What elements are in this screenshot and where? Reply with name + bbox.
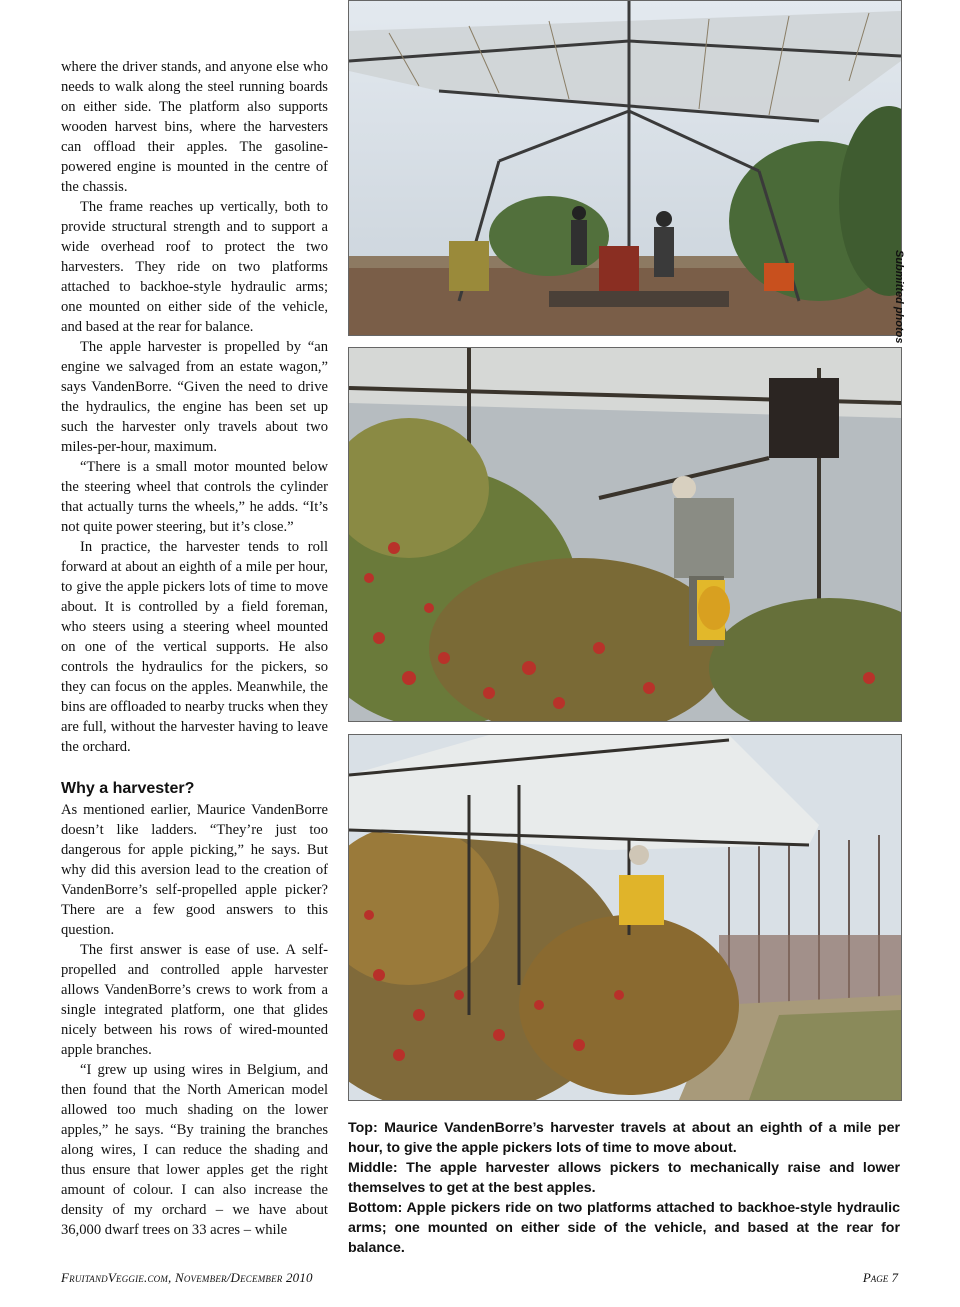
photo-middle-picker: [348, 347, 902, 722]
article-paragraph: The frame reaches up vertically, both to provide structural strength and to support a wide overhead roof to protect the two harvesters. They ride on two platforms attached to backhoe-style hydraulic arms; one mounted on either side of the vehicle, and based at the rear for balance.: [61, 199, 328, 335]
article-paragraph: As mentioned earlier, Maurice VandenBorre doesn’t like ladders. “They’re just too dangerous for apple picking,” he says. But why did this aversion lead to the creation of VandenBorre’s self-propelled apple picker? There are a few good answers to this question.: [61, 802, 328, 938]
footer-publication: FruitandVeggie.com, November/December 2010: [61, 1270, 313, 1285]
caption-bottom: Bottom: Apple pickers ride on two platforms attached to backhoe-style hydraulic arms; one mounted on either side of the vehicle, and based at the rear for balance.: [348, 1200, 900, 1256]
caption-top: Top: Maurice VandenBorre’s harvester travels at about an eighth of a mile per hour, to give the apple pickers lots of time to move about.: [348, 1120, 900, 1156]
section-heading: Why a harvester?: [61, 780, 195, 797]
photo-bottom-orchard: [348, 734, 902, 1101]
article-paragraph: The apple harvester is propelled by “an engine we salvaged from an estate wagon,” says VandenBorre. “Given the need to drive the hydraulics, the engine has been set up such the harvester only travels about two miles-per-hour, maximum.: [61, 339, 328, 455]
page-number: Page 7: [862, 1270, 898, 1285]
article-paragraph: where the driver stands, and anyone else who needs to walk along the steel running boards on either side. The platform also supports wooden harvest bins, where the harvesters can offload their apples. The gasoline-powered engine is mounted in the centre of the chassis.: [61, 59, 328, 195]
article-paragraph: In practice, the harvester tends to roll forward at about an eighth of a mile per hour, to give the apple pickers lots of time to move about. It is controlled by a field foreman, who steers using a steering wheel mounted on one of the vertical supports. He also controls the hydraulics for the pickers, so they can focus on the apples. Meanwhile, the bins are offloaded to nearby trucks when they are full, without the harvester having to leave the orchard.: [61, 539, 328, 755]
photo-credit: Submitted photos: [893, 250, 905, 344]
article-paragraph: The first answer is ease of use. A self-propelled and controlled apple harvester allows VandenBorre’s crews to work from a single integrated platform, one that glides nicely between his rows of wired-mounted apple branches.: [61, 942, 328, 1058]
caption-middle: Middle: The apple harvester allows pickers to mechanically raise and lower themselves to get at the best apples.: [348, 1160, 900, 1196]
article-paragraph: “I grew up using wires in Belgium, and then found that the North American model allowed too much shading on the lower apples,” he says. “By training the branches along wires, I can reduce the shading and thus ensure that lower apples get the right amount of colour. I can also increase the density of my orchard – we have about 36,000 dwarf trees on 33 acres – while: [61, 1062, 328, 1238]
photo-captions: [348, 1118, 900, 1258]
photo-top-harvester: [348, 0, 902, 336]
article-paragraph: “There is a small motor mounted below the steering wheel that controls the cylinder that actually turns the wheels,” he adds. “It’s not quite power steering, but it’s close.”: [61, 459, 328, 535]
article-column: [61, 57, 328, 1240]
